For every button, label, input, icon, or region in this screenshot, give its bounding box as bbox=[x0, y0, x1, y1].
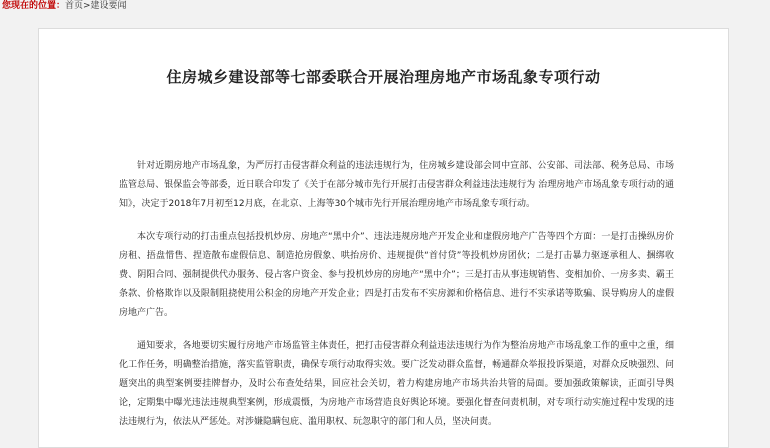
article-card bbox=[38, 28, 729, 448]
breadcrumb-path-link[interactable]: 首页>建设要闻 bbox=[65, 1, 127, 11]
breadcrumb bbox=[0, 0, 770, 14]
article-paragraph-2: 本次专项行动的打击重点包括投机炒房、房地产“黑中介”、违法违规房地产开发企业和虚假房地产广告等四个方面：一是打击操纵房价房租、捂盘惜售、捏造散布虚假信息、制造抢房假象、哄抬房价、违规提供“首付贷”等投机炒房团伙；二是打击暴力驱逐承租人、捆绑收费、阴阳合同、强制提供代办服务、侵占客户资金、参与投机炒房的房地产“黑中介”；三是打击从事违规销售、变相加价、一房多卖、霸王条款、价格欺诈以及限制阻挠使用公积金的房地产开发企业；四是打击发布不实房源和价格信息、进行不实承诺等欺骗、误导购房人的虚假房地产广告。 bbox=[119, 232, 674, 318]
article-paragraph-1: 针对近期房地产市场乱象，为严厉打击侵害群众利益的违法违规行为，住房城乡建设部会同中宣部、公安部、司法部、税务总局、市场监管总局、银保监会等部委，近日联合印发了《关于在部分城市先行开展打击侵害群众利益违法违规行为 治理房地产市场乱象专项行动的通知》，决定于2018年7月初至12月底，在北京、上海等30个城市先行开展治理房地产市场乱象专项行动。 bbox=[119, 161, 674, 209]
article-paragraph-3: 通知要求，各地要切实履行房地产市场监管主体责任，把打击侵害群众利益违法违规行为作为整治房地产市场乱象工作的重中之重，细化工作任务，明确整治措施，落实监管职责，确保专项行动取得实效。要广泛发动群众监督，畅通群众举报投诉渠道，对群众反映强烈、问题突出的典型案例要挂牌督办，及时公布查处结果，回应社会关切，着力构建房地产市场共治共管的局面。要加强政策解读，正面引导舆论，定期集中曝光违法违规典型案例，形成震慑，为房地产市场营造良好舆论环境。要强化督查问责机制，对专项行动实施过程中发现的违法违规行为，依法从严惩处。对涉嫌隐瞒包庇、滥用职权、玩忽职守的部门和人员，坚决问责。 bbox=[119, 341, 674, 427]
article-title: 住房城乡建设部等七部委联合开展治理房地产市场乱象专项行动 bbox=[166, 68, 601, 86]
breadcrumb-label: 您现在的位置： bbox=[2, 1, 66, 11]
article-body bbox=[119, 157, 674, 446]
